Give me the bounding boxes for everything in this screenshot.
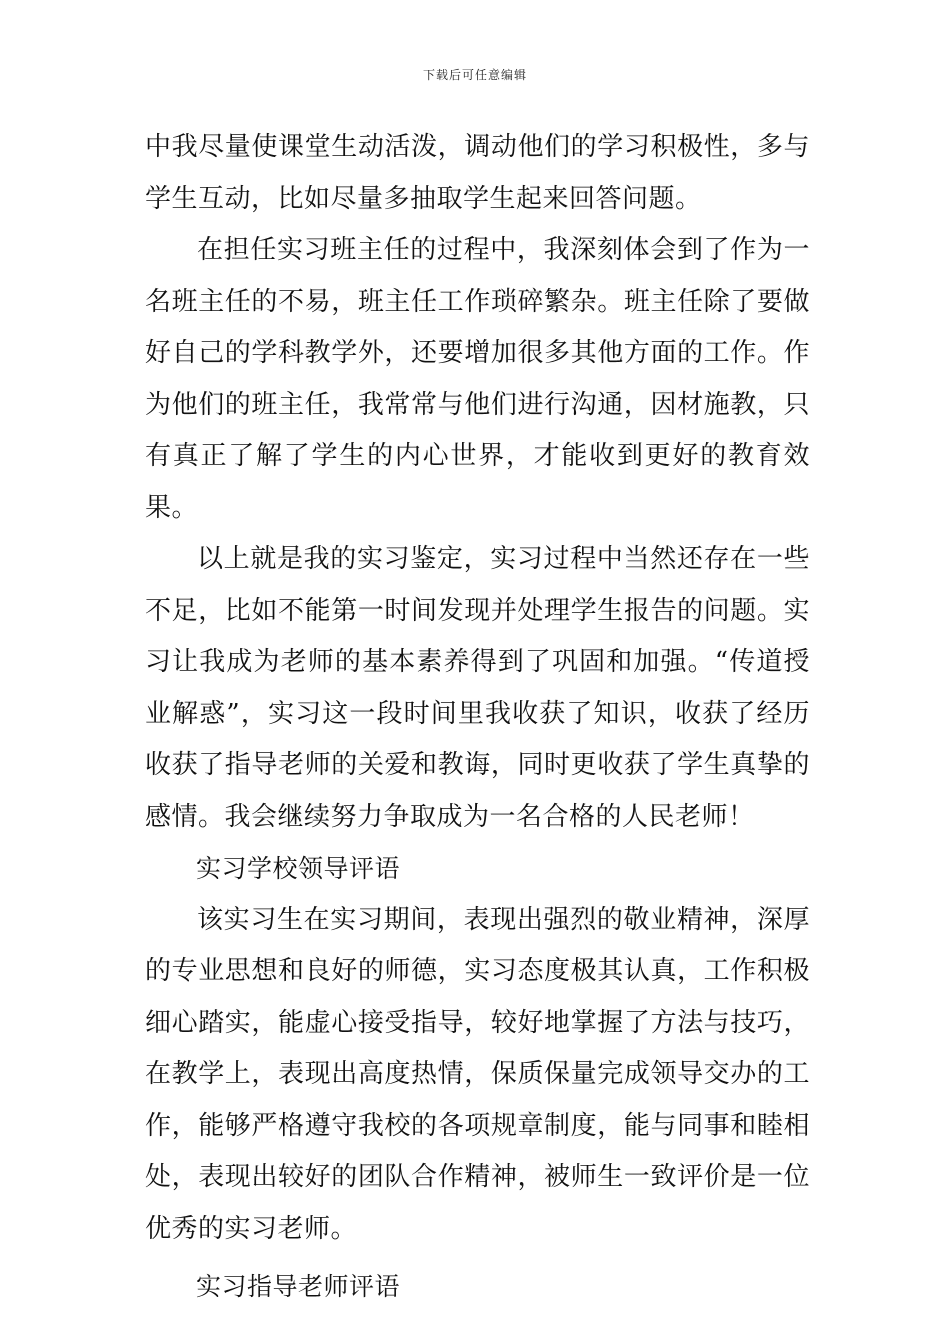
paragraph-class-teacher: 在担任实习班主任的过程中，我深刻体会到了作为一名班主任的不易，班主任工作琐碎繁杂。班主任除了要做好自己的学科教学外，还要增加很多其他方面的工作。作为他们的班主任，我常常与他们进行沟通，因材施教，只有真正了解了学生的内心世界，才能收到更好的教育效果。 <box>145 235 810 523</box>
heading-supervisor-comment: 实习指导老师评语 <box>196 1272 401 1301</box>
paragraph-continued: 中我尽量使课堂生动活泼，调动他们的学习积极性，多与学生互动，比如尽量多抽取学生起来回答问题。 <box>145 132 810 214</box>
document-body <box>145 122 810 1313</box>
paragraph-school-leader-comment: 该实习生在实习期间，表现出强烈的敬业精神，深厚的专业思想和良好的师德，实习态度极其认真，工作积极细心踏实，能虚心接受指导，较好地掌握了方法与技巧，在教学上，表现出高度热情，保质保量完成领导交办的工作，能够严格遵守我校的各项规章制度，能与同事和睦相处，表现出较好的团队合作精神，被师生一致评价是一位优秀的实习老师。 <box>145 904 810 1244</box>
paragraph-appraisal-summary: 以上就是我的实习鉴定，实习过程中当然还存在一些不足，比如不能第一时间发现并处理学生报告的问题。实习让我成为老师的基本素养得到了巩固和加强。“传道授业解惑”，实习这一段时间里我收获了知识，收获了经历收获了指导老师的关爱和教诲，同时更收获了学生真挚的感情。我会继续努力争取成为一名合格的人民老师！ <box>145 544 810 832</box>
heading-school-leader-comment: 实习学校领导评语 <box>196 854 401 883</box>
page-header-note: 下载后可任意编辑 <box>422 68 527 82</box>
